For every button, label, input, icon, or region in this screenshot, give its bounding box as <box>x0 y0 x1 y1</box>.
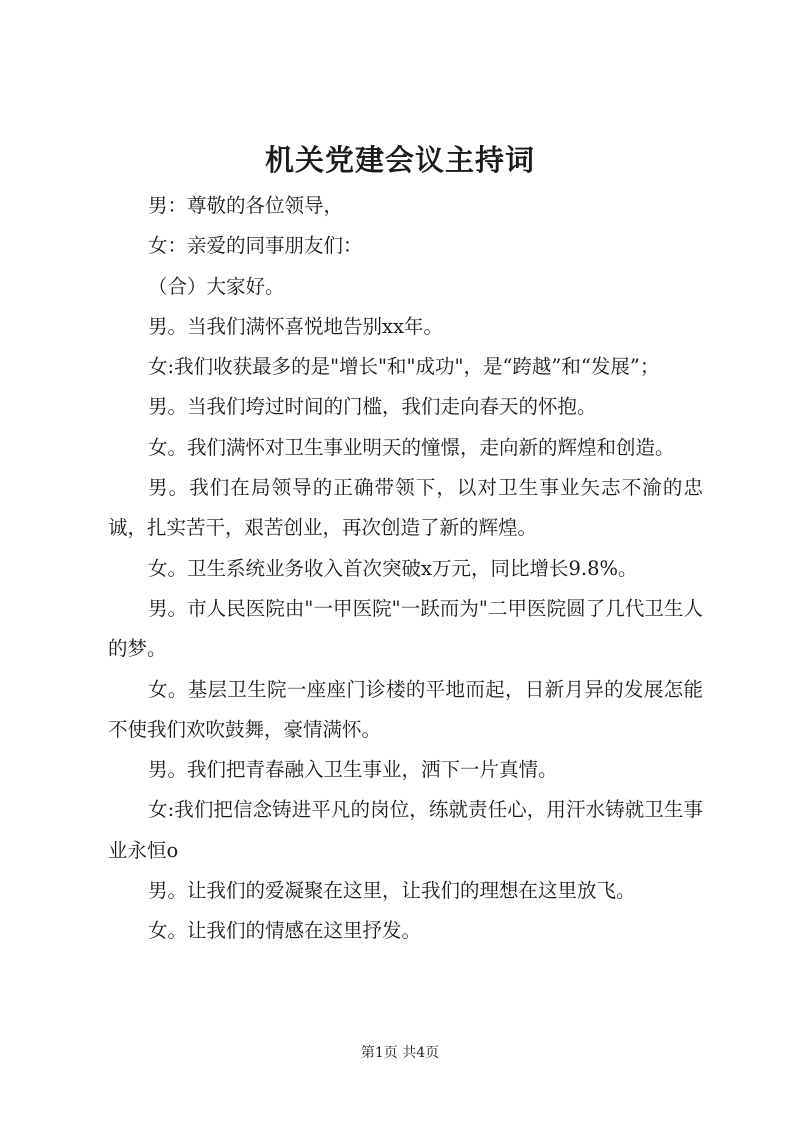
paragraph: 女:我们把信念铸进平凡的岗位，练就责任心，用汗水铸就卫生事业永恒o <box>108 798 703 862</box>
page-footer: 第1页 共4页 <box>360 1045 440 1061</box>
paragraph: 男。让我们的爱凝聚在这里，让我们的理想在这里放飞。 <box>148 879 636 903</box>
document-body <box>108 186 703 952</box>
paragraph: 男：尊敬的各位领导， <box>148 194 344 217</box>
document-title: 机关党建会议主持词 <box>264 143 535 177</box>
paragraph: 男。我们在局领导的正确带领下，以对卫生事业矢志不渝的忠诚，扎实苦干，艰苦创业，再次创造了新的辉煌。 <box>108 476 703 540</box>
paragraph: 女。卫生系统业务收入首次突破x万元，同比增长9.8%。 <box>148 556 638 580</box>
paragraph: 男。我们把青春融入卫生事业，洒下一片真情。 <box>148 758 558 782</box>
paragraph: 女。基层卫生院一座座门诊楼的平地而起，日新月异的发展怎能不使我们欢吹鼓舞，豪情满怀。 <box>108 677 703 741</box>
paragraph: 女。我们满怀对卫生事业明天的憧憬，走向新的辉煌和创造。 <box>148 435 675 459</box>
paragraph: 女:我们收获最多的是"增长"和"成功"，是“跨越”和“发展”； <box>148 355 660 379</box>
paragraph: （合）大家好。 <box>148 274 285 298</box>
paragraph: 男。当我们满怀喜悦地告别xx年。 <box>148 314 443 338</box>
paragraph: 女。让我们的情感在这里抒发。 <box>148 919 422 943</box>
paragraph: 女：亲爱的同事朋友们： <box>148 234 363 258</box>
paragraph: 男。市人民医院由"一甲医院"一跃而为"二甲医院圆了几代卫生人的梦。 <box>108 596 703 661</box>
paragraph: 男。当我们垮过时间的门槛，我们走向春天的怀抱。 <box>148 395 597 419</box>
